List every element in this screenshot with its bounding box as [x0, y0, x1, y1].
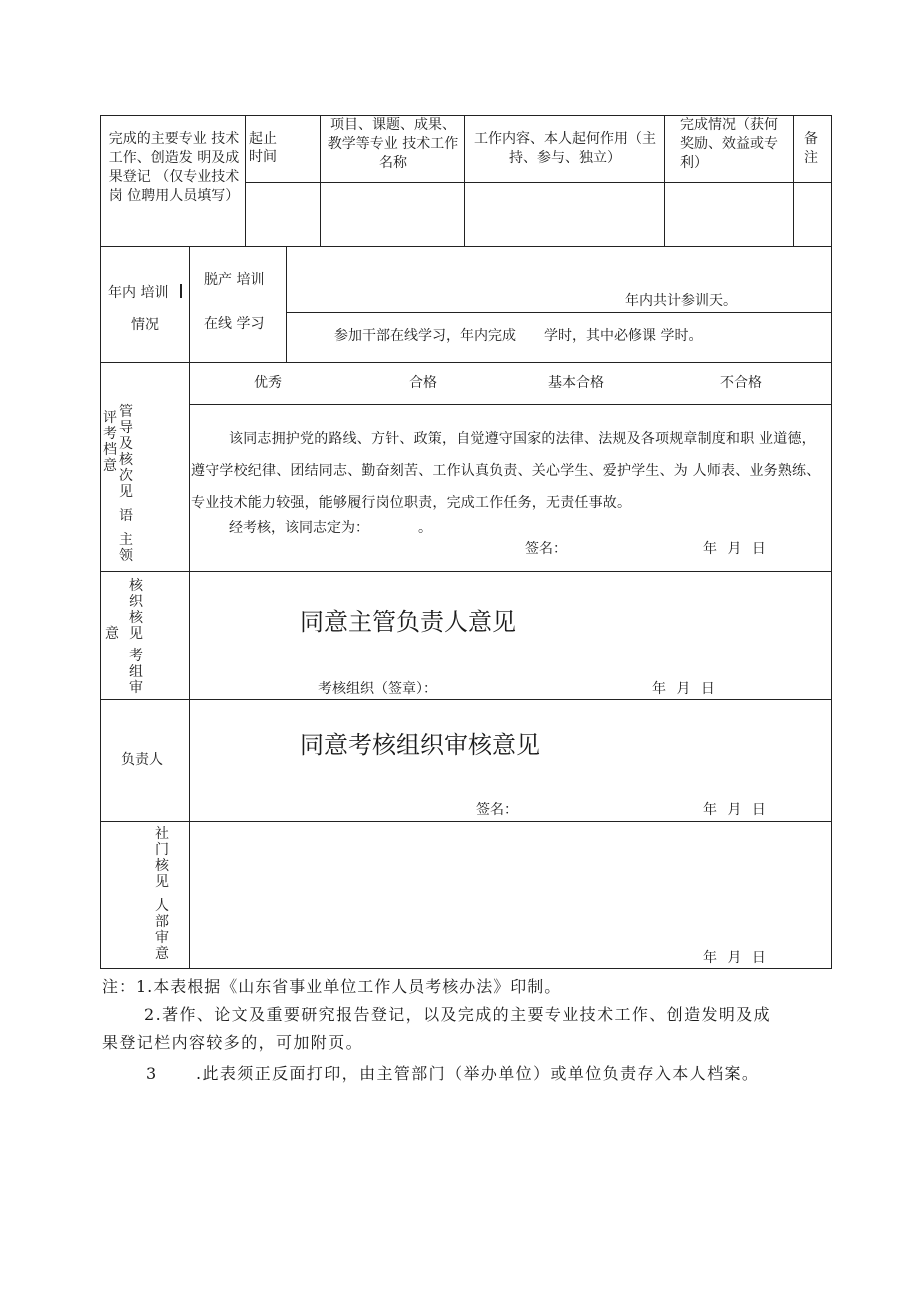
- table-border: [245, 182, 832, 183]
- evaluation-label: [102, 404, 140, 564]
- table-border: [189, 246, 190, 969]
- training-label-2: 情况: [131, 317, 159, 333]
- hr-review-label-col1: 社门核见: [155, 826, 169, 890]
- note-3-number: 3: [146, 1064, 159, 1083]
- table-border: [286, 246, 287, 362]
- col-header-project: 项目、课题、成果、教学等专业 技术工作名称: [327, 117, 459, 171]
- col-header-content: 工作内容、本人起何作用（主持、参与、独立）: [474, 131, 656, 166]
- org-review-opinion: 同意主管负责人意见: [300, 608, 516, 636]
- online-study-text: 参加干部在线学习，年内完成 学时，其中必修课 学时。: [334, 328, 703, 344]
- grade-option-basic-pass[interactable]: 基本合格: [548, 375, 604, 391]
- hr-review-label: [140, 826, 180, 966]
- evaluation-label-col1: 评考档意: [103, 410, 117, 474]
- table-border: [180, 284, 182, 298]
- evaluation-date: 年 月 日: [703, 541, 769, 557]
- grade-option-pass[interactable]: 合格: [409, 375, 437, 391]
- online-study-label: 在线 学习: [204, 316, 265, 332]
- achievements-row-label: 完成的主要专业 技术工作、创造发 明及成果登记 （仅专业技术岗 位聘用人员填写）: [108, 131, 240, 204]
- hr-review-label-col2: 人部审意: [155, 898, 169, 962]
- org-review-date: 年 月 日: [652, 681, 718, 697]
- table-border: [189, 404, 832, 405]
- offjob-training-text: 年内共计参训天。: [625, 293, 737, 309]
- evaluation-sign-label: 签名：: [525, 541, 567, 557]
- leader-sign-label: 签名：: [476, 802, 518, 818]
- note-3: .此表须正反面打印，由主管部门（举办单位）或单位负责存入本人档案。: [196, 1064, 760, 1083]
- offjob-training-label: 脱产 培训: [204, 272, 265, 288]
- leader-date: 年 月 日: [703, 802, 769, 818]
- table-border: [100, 246, 832, 247]
- table-border: [793, 115, 794, 246]
- note-2: 2.著作、论文及重要研究报告登记，以及完成的主要专业技术工作、创造发明及成: [144, 1005, 772, 1024]
- table-border: [100, 571, 832, 572]
- org-review-label-col3: 考组审: [129, 648, 143, 696]
- note-2-cont: 果登记栏内容较多的，可加附页。: [102, 1033, 364, 1052]
- col-header-note: 备注: [804, 131, 818, 166]
- table-border: [464, 115, 465, 246]
- org-review-label-col2: 意: [105, 626, 119, 642]
- leader-label: 负责人: [121, 752, 163, 768]
- table-border: [100, 699, 832, 700]
- col-header-result: 完成情况（获何奖励、效益或专利）: [680, 117, 778, 171]
- table-border: [100, 115, 101, 969]
- table-border: [286, 312, 832, 313]
- org-review-label: [102, 574, 162, 698]
- table-border: [320, 115, 321, 246]
- table-border: [664, 115, 665, 246]
- table-border: [100, 821, 832, 822]
- evaluation-label-col2: 管导及核次见: [119, 404, 133, 500]
- grade-option-fail[interactable]: 不合格: [720, 375, 762, 391]
- org-review-label-col1: 核织核见: [129, 578, 143, 642]
- note-1: 注：1.本表根据《山东省事业单位工作人员考核办法》印制。: [102, 977, 562, 996]
- evaluation-comment: 该同志拥护党的路线、方针、政策，自觉遵守国家的法律、法规及各项规章制度和职 业道德，遵守学校纪律、团结同志、勤奋刻苦、工作认真负责、关心学生、爱护学生、为 人师表、业务熟练、专业技术能力较强，能够履行岗位职责，完成工作任务，无责任事故。: [191, 431, 821, 511]
- leader-opinion: 同意考核组织审核意见: [300, 731, 540, 759]
- evaluation-conclusion: 经考核，该同志定为： 。: [229, 520, 432, 536]
- org-review-sign-label: 考核组织（签章）：: [318, 681, 437, 697]
- hr-review-date: 年 月 日: [703, 950, 769, 966]
- evaluation-label-col3: 语: [119, 508, 133, 524]
- grade-option-excellent[interactable]: 优秀: [254, 375, 282, 391]
- table-border: [100, 968, 832, 969]
- table-border: [100, 362, 832, 363]
- table-border: [245, 115, 246, 246]
- training-label: 年内 培训: [108, 285, 169, 301]
- evaluation-label-col4: 主领: [119, 532, 133, 564]
- col-header-time: 起止时间: [249, 131, 277, 165]
- table-border: [831, 115, 832, 969]
